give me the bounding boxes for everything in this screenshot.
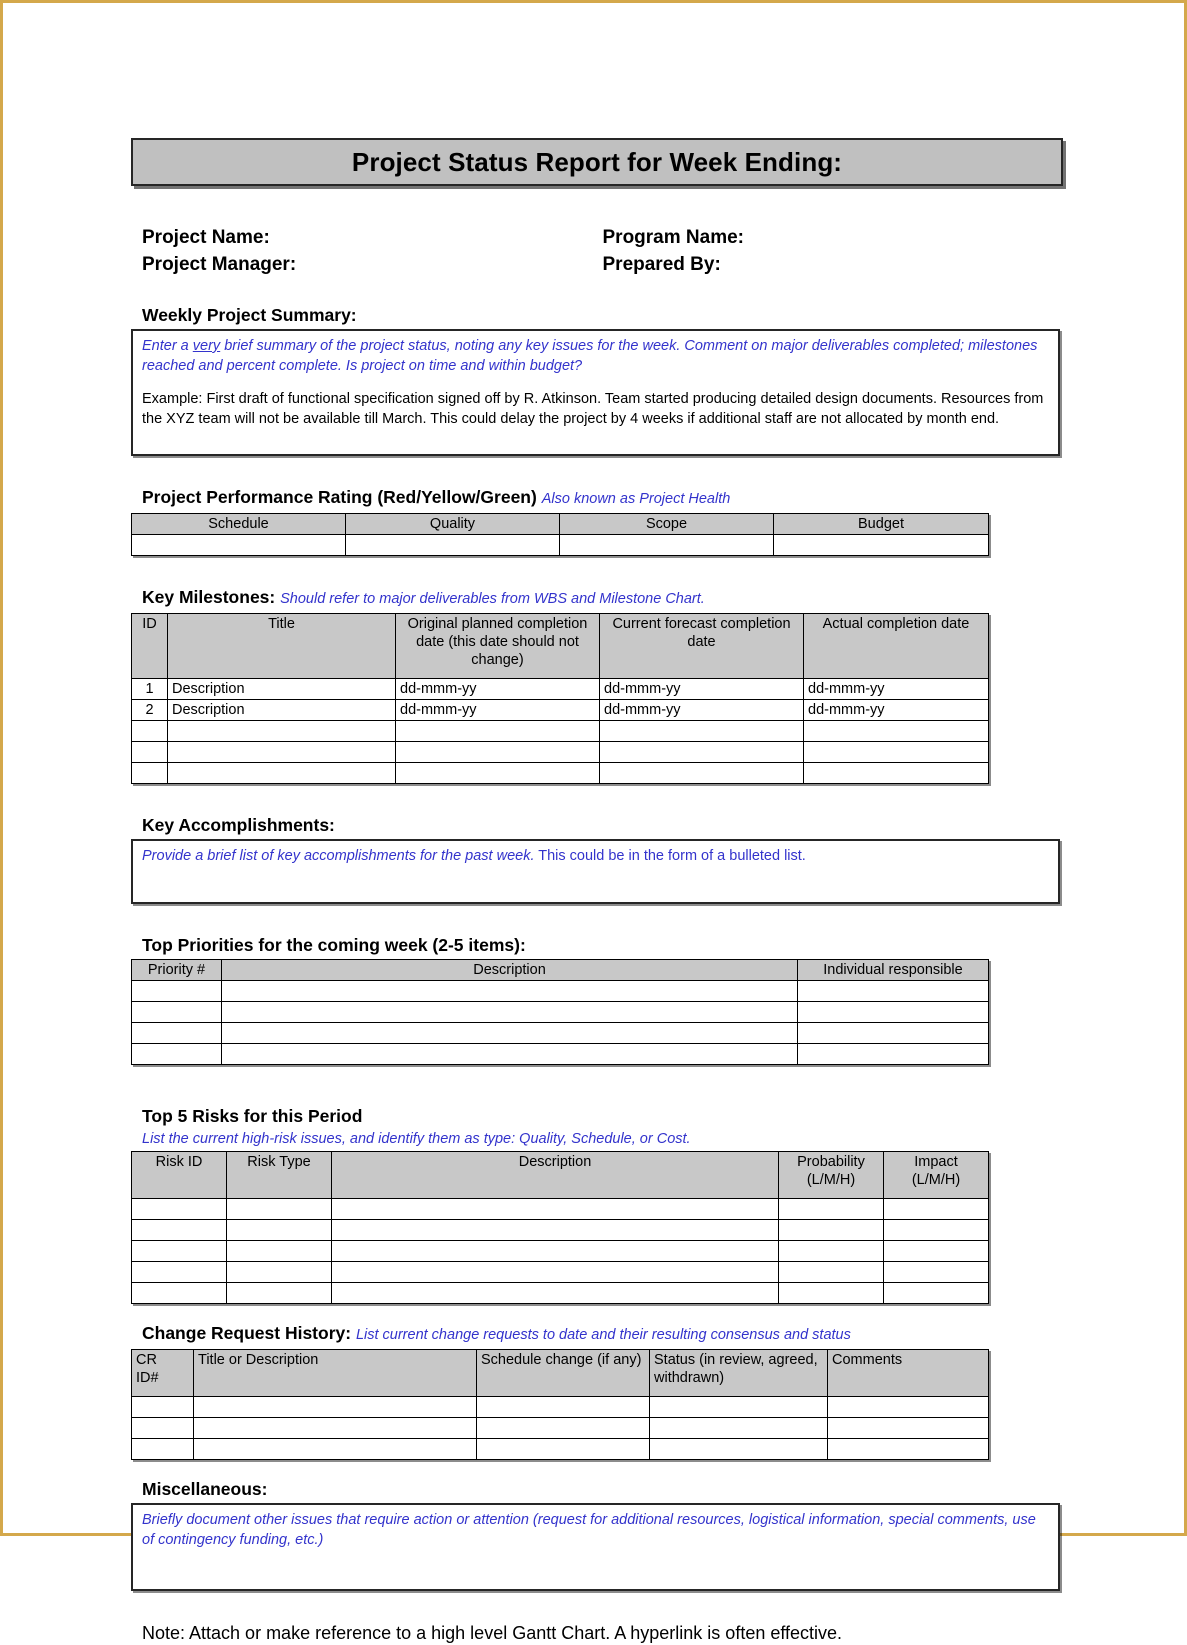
col-id: ID bbox=[132, 614, 168, 679]
cell-cr-comments[interactable] bbox=[828, 1439, 989, 1460]
header-fields-right bbox=[603, 224, 1064, 278]
cell-actual-date[interactable]: dd-mmm-yy bbox=[804, 679, 989, 700]
table-row[interactable] bbox=[132, 763, 989, 784]
table-row[interactable] bbox=[132, 679, 989, 700]
cell-risk-description[interactable] bbox=[332, 1199, 779, 1220]
col-cr-title: Title or Description bbox=[194, 1350, 477, 1397]
cell-impact[interactable] bbox=[884, 1199, 989, 1220]
col-actual-completion-date: Actual completion date bbox=[804, 614, 989, 679]
table-row[interactable] bbox=[132, 1023, 989, 1044]
table-header-row bbox=[132, 1152, 989, 1199]
miscellaneous-heading: Miscellaneous: bbox=[142, 1479, 268, 1499]
table-header-row bbox=[132, 960, 989, 981]
cell-title[interactable]: Description bbox=[168, 700, 396, 721]
cell-actual-date[interactable] bbox=[804, 721, 989, 742]
col-probability-line1: Probability bbox=[797, 1154, 865, 1170]
cell-probability[interactable] bbox=[779, 1283, 884, 1304]
cell-forecast-date[interactable]: dd-mmm-yy bbox=[600, 679, 804, 700]
key-milestones-heading-text: Key Milestones: bbox=[142, 587, 276, 607]
project-name-label: Project Name: bbox=[142, 227, 270, 248]
report-title-bar bbox=[131, 138, 1063, 186]
cell-risk-id[interactable] bbox=[132, 1262, 227, 1283]
cell-id[interactable] bbox=[132, 721, 168, 742]
cell-original-date[interactable]: dd-mmm-yy bbox=[396, 679, 600, 700]
project-manager-label: Project Manager: bbox=[142, 254, 297, 275]
cell-cr-comments[interactable] bbox=[828, 1418, 989, 1439]
report-sheet bbox=[131, 138, 1063, 1645]
cell-budget[interactable] bbox=[774, 535, 989, 556]
header-fields-left bbox=[142, 224, 603, 278]
col-impact bbox=[884, 1152, 989, 1199]
cell-cr-id[interactable] bbox=[132, 1397, 194, 1418]
cell-probability[interactable] bbox=[779, 1199, 884, 1220]
table-row[interactable] bbox=[132, 981, 989, 1002]
weekly-summary-heading: Weekly Project Summary: bbox=[142, 305, 357, 325]
spacer-after-miscellaneous bbox=[131, 1591, 1063, 1621]
table-header-row bbox=[132, 614, 989, 679]
table-row[interactable] bbox=[132, 721, 989, 742]
col-description: Description bbox=[222, 960, 798, 981]
col-priority-number: Priority # bbox=[132, 960, 222, 981]
col-cr-id-line1: CR bbox=[136, 1352, 157, 1368]
col-budget: Budget bbox=[774, 514, 989, 535]
col-cr-comments: Comments bbox=[828, 1350, 989, 1397]
weekly-summary-example: Example: First draft of functional specification signed off by R. Atkinson. Team started producing detailed design documents. Resources from the XYZ team will not be available till March. This could delay the project by 4 weeks if additional staff are not allocated by month end. bbox=[142, 391, 1044, 427]
accomplishments-instruction-upright: This could be in the form of a bulleted list. bbox=[534, 848, 806, 864]
cell-original-date[interactable] bbox=[396, 763, 600, 784]
spacer-after-milestones bbox=[131, 784, 1063, 814]
cell-forecast-date[interactable] bbox=[600, 721, 804, 742]
cell-actual-date[interactable] bbox=[804, 763, 989, 784]
cell-original-date[interactable] bbox=[396, 721, 600, 742]
col-risk-type: Risk Type bbox=[227, 1152, 332, 1199]
table-row[interactable] bbox=[132, 1397, 989, 1418]
cell-individual[interactable] bbox=[798, 1002, 989, 1023]
table-row[interactable] bbox=[132, 1199, 989, 1220]
table-header-row bbox=[132, 514, 989, 535]
cell-description[interactable] bbox=[222, 1044, 798, 1065]
cell-original-date[interactable]: dd-mmm-yy bbox=[396, 700, 600, 721]
cell-risk-description[interactable] bbox=[332, 1283, 779, 1304]
cell-cr-status[interactable] bbox=[650, 1397, 828, 1418]
miscellaneous-instruction: Briefly document other issues that require action or attention (request for additional resources, logistical information, special comments, use of contingency funding, etc.) bbox=[142, 1512, 1036, 1548]
table-row[interactable] bbox=[132, 1262, 989, 1283]
cell-schedule[interactable] bbox=[132, 535, 346, 556]
cell-actual-date[interactable]: dd-mmm-yy bbox=[804, 700, 989, 721]
key-accomplishments-heading: Key Accomplishments: bbox=[142, 815, 335, 835]
spacer-after-summary bbox=[131, 456, 1063, 486]
cell-probability[interactable] bbox=[779, 1262, 884, 1283]
cell-cr-id[interactable] bbox=[132, 1439, 194, 1460]
cell-risk-type[interactable] bbox=[227, 1220, 332, 1241]
top-risks-instruction: List the current high-risk issues, and identify them as type: Quality, Schedule, or Cost. bbox=[142, 1131, 691, 1147]
cell-cr-status[interactable] bbox=[650, 1418, 828, 1439]
col-probability-line2: (L/M/H) bbox=[806, 1172, 856, 1188]
page-title: Project Status Report for Week Ending: bbox=[351, 146, 843, 177]
cell-title[interactable] bbox=[168, 763, 396, 784]
col-impact-line1: Impact bbox=[914, 1154, 958, 1170]
col-scope: Scope bbox=[560, 514, 774, 535]
top-priorities-heading: Top Priorities for the coming week (2-5 items): bbox=[142, 935, 526, 955]
cell-cr-schedule-change[interactable] bbox=[477, 1439, 650, 1460]
col-impact-line2: (L/M/H) bbox=[911, 1172, 961, 1188]
cell-risk-description[interactable] bbox=[332, 1262, 779, 1283]
cell-individual[interactable] bbox=[798, 1023, 989, 1044]
table-row[interactable] bbox=[132, 1241, 989, 1262]
top-risks-heading: Top 5 Risks for this Period bbox=[142, 1106, 363, 1126]
cell-description[interactable] bbox=[222, 1002, 798, 1023]
col-risk-id: Risk ID bbox=[132, 1152, 227, 1199]
table-row[interactable] bbox=[132, 742, 989, 763]
performance-rating-heading-text: Project Performance Rating (Red/Yellow/Green) bbox=[142, 487, 537, 507]
cell-cr-title[interactable] bbox=[194, 1439, 477, 1460]
table-row[interactable] bbox=[132, 1418, 989, 1439]
performance-rating-heading-sub: Also known as Project Health bbox=[541, 491, 731, 507]
program-name-label: Program Name: bbox=[602, 227, 744, 248]
col-cr-status: Status (in review, agreed, withdrawn) bbox=[650, 1350, 828, 1397]
cell-priority-number[interactable] bbox=[132, 1002, 222, 1023]
instruction-part-2: brief summary of the project status, noting any key issues for the week. Comment on major deliverables completed; milestones reached and percent complete. Is project on time and within budget? bbox=[142, 338, 1038, 374]
instruction-emphasis: very bbox=[192, 338, 221, 354]
cell-cr-schedule-change[interactable] bbox=[477, 1397, 650, 1418]
table-row[interactable] bbox=[132, 1044, 989, 1065]
change-requests-heading bbox=[131, 1322, 1063, 1346]
cell-id[interactable] bbox=[132, 742, 168, 763]
cell-probability[interactable] bbox=[779, 1241, 884, 1262]
accomplishments-instruction-italic: Provide a brief list of key accomplishments for the past week. bbox=[142, 848, 535, 864]
cell-quality[interactable] bbox=[346, 535, 560, 556]
col-current-forecast-date: Current forecast completion date bbox=[600, 614, 804, 679]
cell-scope[interactable] bbox=[560, 535, 774, 556]
top-risks-table bbox=[131, 1151, 989, 1304]
change-requests-heading-sub: List current change requests to date and their resulting consensus and status bbox=[355, 1327, 851, 1343]
cell-description[interactable] bbox=[222, 1023, 798, 1044]
cell-forecast-date[interactable] bbox=[600, 742, 804, 763]
table-row[interactable] bbox=[132, 700, 989, 721]
cell-cr-id[interactable] bbox=[132, 1418, 194, 1439]
prepared-by-label: Prepared By: bbox=[602, 254, 721, 275]
col-original-planned-date: Original planned completion date (this date should not change) bbox=[396, 614, 600, 679]
weekly-summary-box[interactable] bbox=[131, 329, 1060, 456]
change-requests-heading-text: Change Request History: bbox=[142, 1323, 352, 1343]
change-requests-table bbox=[131, 1349, 989, 1460]
cell-risk-id[interactable] bbox=[132, 1241, 227, 1262]
spacer-after-priorities bbox=[131, 1065, 1063, 1105]
cell-impact[interactable] bbox=[884, 1220, 989, 1241]
col-individual-responsible: Individual responsible bbox=[798, 960, 989, 981]
cell-actual-date[interactable] bbox=[804, 742, 989, 763]
table-row[interactable] bbox=[132, 1283, 989, 1304]
cell-id[interactable] bbox=[132, 763, 168, 784]
table-header-row bbox=[132, 1350, 989, 1397]
spacer-after-risks bbox=[131, 1304, 1063, 1322]
cell-title[interactable]: Description bbox=[168, 679, 396, 700]
cell-individual[interactable] bbox=[798, 1044, 989, 1065]
cell-priority-number[interactable] bbox=[132, 981, 222, 1002]
cell-cr-comments[interactable] bbox=[828, 1397, 989, 1418]
cell-risk-type[interactable] bbox=[227, 1199, 332, 1220]
cell-id[interactable]: 2 bbox=[132, 700, 168, 721]
col-cr-id-line2: ID# bbox=[136, 1370, 159, 1386]
cell-forecast-date[interactable]: dd-mmm-yy bbox=[600, 700, 804, 721]
performance-rating-heading bbox=[131, 486, 1063, 510]
cell-risk-type[interactable] bbox=[227, 1262, 332, 1283]
cell-risk-description[interactable] bbox=[332, 1220, 779, 1241]
cell-probability[interactable] bbox=[779, 1220, 884, 1241]
header-fields bbox=[131, 224, 1063, 278]
cell-impact[interactable] bbox=[884, 1283, 989, 1304]
performance-rating-table bbox=[131, 513, 989, 556]
cell-risk-id[interactable] bbox=[132, 1199, 227, 1220]
cell-cr-status[interactable] bbox=[650, 1439, 828, 1460]
col-schedule: Schedule bbox=[132, 514, 346, 535]
cell-description[interactable] bbox=[222, 981, 798, 1002]
cell-title[interactable] bbox=[168, 742, 396, 763]
cell-risk-type[interactable] bbox=[227, 1283, 332, 1304]
cell-risk-description[interactable] bbox=[332, 1241, 779, 1262]
miscellaneous-box[interactable] bbox=[131, 1503, 1060, 1591]
spacer-after-change-requests bbox=[131, 1460, 1063, 1478]
cell-priority-number[interactable] bbox=[132, 1023, 222, 1044]
col-cr-id bbox=[132, 1350, 194, 1397]
top-priorities-table bbox=[131, 959, 989, 1065]
table-row[interactable] bbox=[132, 1002, 989, 1023]
table-row[interactable] bbox=[132, 1439, 989, 1460]
cell-cr-schedule-change[interactable] bbox=[477, 1418, 650, 1439]
instruction-part-1: Enter a bbox=[142, 338, 193, 354]
cell-risk-id[interactable] bbox=[132, 1283, 227, 1304]
table-row[interactable] bbox=[132, 535, 989, 556]
cell-impact[interactable] bbox=[884, 1262, 989, 1283]
cell-forecast-date[interactable] bbox=[600, 763, 804, 784]
key-milestones-heading bbox=[131, 586, 1063, 610]
cell-cr-title[interactable] bbox=[194, 1418, 477, 1439]
col-probability bbox=[779, 1152, 884, 1199]
cell-risk-type[interactable] bbox=[227, 1241, 332, 1262]
key-milestones-heading-sub: Should refer to major deliverables from WBS and Milestone Chart. bbox=[280, 591, 705, 607]
cell-title[interactable] bbox=[168, 721, 396, 742]
col-risk-description: Description bbox=[332, 1152, 779, 1199]
key-milestones-table bbox=[131, 613, 989, 784]
key-accomplishments-box[interactable] bbox=[131, 839, 1060, 904]
cell-id[interactable]: 1 bbox=[132, 679, 168, 700]
col-title: Title bbox=[168, 614, 396, 679]
cell-impact[interactable] bbox=[884, 1241, 989, 1262]
cell-original-date[interactable] bbox=[396, 742, 600, 763]
summary-gap bbox=[142, 376, 1049, 390]
cell-risk-id[interactable] bbox=[132, 1220, 227, 1241]
key-accomplishments-instruction bbox=[142, 847, 1049, 867]
cell-individual[interactable] bbox=[798, 981, 989, 1002]
footer-note: Note: Attach or make reference to a high level Gantt Chart. A hyperlink is often effective. bbox=[142, 1623, 843, 1643]
cell-cr-title[interactable] bbox=[194, 1397, 477, 1418]
spacer-after-rating bbox=[131, 556, 1063, 586]
cell-priority-number[interactable] bbox=[132, 1044, 222, 1065]
col-quality: Quality bbox=[346, 514, 560, 535]
col-cr-schedule-change: Schedule change (if any) bbox=[477, 1350, 650, 1397]
weekly-summary-instruction bbox=[142, 337, 1049, 376]
table-row[interactable] bbox=[132, 1220, 989, 1241]
spacer-after-accomplishments bbox=[131, 904, 1063, 934]
